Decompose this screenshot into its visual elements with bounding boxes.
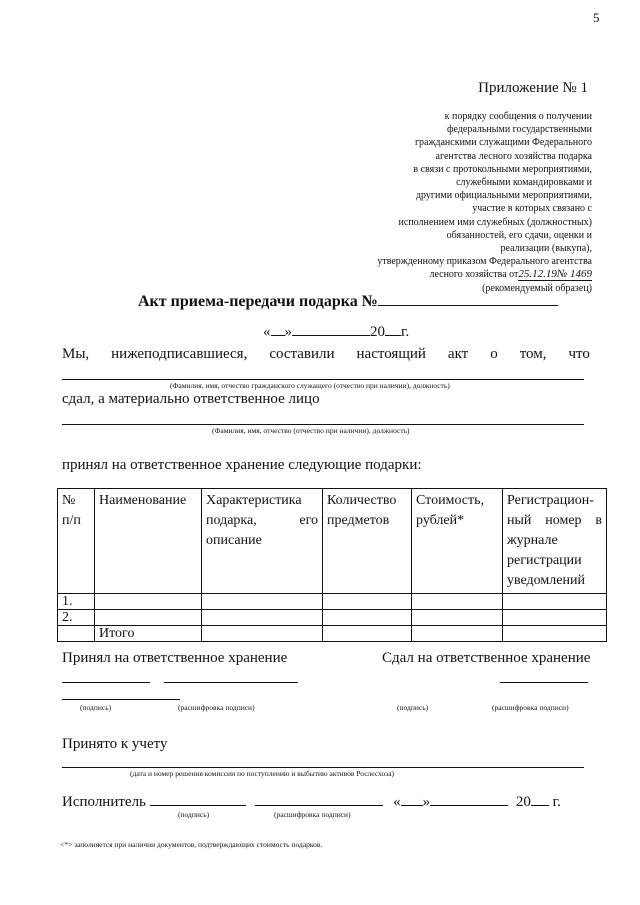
handed-decoding-blank[interactable]: [500, 682, 588, 683]
appendix-line: исполнением ими служебных (должностных): [398, 216, 592, 228]
table-cell[interactable]: [202, 610, 323, 626]
accounted-label: Принято к учету: [62, 736, 168, 752]
header-line: регистрации: [507, 553, 582, 568]
date-close-quote: »: [422, 794, 431, 810]
word: Мы,: [62, 346, 90, 362]
sample-note: (рекомендуемый образец): [482, 282, 592, 294]
header-line: Стоимость,: [416, 493, 485, 508]
header-name: [95, 489, 202, 594]
appendix-line: в связи с протокольными мероприятиями,: [413, 163, 592, 175]
word: нижеподписавшиеся,: [111, 346, 248, 362]
year-blank[interactable]: [385, 322, 401, 336]
table-cell[interactable]: [503, 594, 607, 610]
caption-signature: (подпись): [178, 810, 210, 819]
header-number: [58, 489, 95, 594]
accepted-decoding-blank[interactable]: [164, 682, 298, 683]
executor-day-blank[interactable]: [401, 792, 423, 806]
responsible-name-blank[interactable]: [62, 424, 584, 425]
act-title-text: Акт приема-передачи подарка №: [138, 293, 378, 310]
word: что: [568, 346, 590, 362]
table-cell[interactable]: [503, 626, 607, 642]
table-cell[interactable]: [412, 610, 503, 626]
header-cost: [412, 489, 503, 594]
table-row: [58, 594, 607, 610]
header-line: уведомлений: [507, 573, 585, 588]
responsible-caption: (Фамилия, имя, отчество (отчество при наличии), должность): [212, 426, 410, 435]
appendix-line: гражданскими служащими Федерального: [414, 137, 592, 149]
page-number: 5: [593, 10, 600, 25]
executor-signature-blank[interactable]: [150, 792, 246, 806]
order-date-handwritten: 25.12.19: [518, 268, 557, 281]
commission-caption: (дата и номер решения комиссии по поступлению и выбытию активов Рослесхоза): [130, 769, 395, 778]
accepted-text: принял на ответственное хранение следующие подарки:: [62, 457, 422, 473]
appendix-reference-block: [377, 110, 592, 295]
executor-month-blank[interactable]: [430, 792, 508, 806]
appendix-line: утвержденному приказом Федерального агентства: [377, 256, 592, 268]
appendix-line: обязанностей, его сдачи, оценки и: [446, 229, 592, 241]
header-line: Регистрацион-: [507, 493, 594, 508]
executor-year-blank[interactable]: [531, 792, 549, 806]
header-line: рублей*: [416, 513, 465, 528]
gifts-table: [57, 488, 607, 642]
table-cell[interactable]: [323, 610, 412, 626]
table-cell[interactable]: [202, 594, 323, 610]
accepted-signature-blank-2[interactable]: [62, 699, 180, 700]
caption-signature: (подпись): [397, 703, 429, 712]
table-cell: [58, 626, 95, 642]
header-line: №: [62, 493, 76, 508]
employee-caption: (Фамилия, имя, отчество гражданского служащего (отчество при наличии), должность): [170, 381, 450, 390]
appendix-line: другими официальными мероприятиями,: [415, 190, 592, 202]
appendix-title: Приложение № 1: [478, 80, 588, 96]
table-cell[interactable]: [503, 610, 607, 626]
appendix-line: реализации (выкупа),: [500, 243, 592, 255]
executor-year-prefix: 20: [515, 794, 531, 810]
appendix-line: участие в которых связано с: [472, 203, 592, 215]
day-blank[interactable]: [271, 322, 285, 336]
table-cell[interactable]: [202, 626, 323, 642]
appendix-line: агентства лесного хозяйства подарка: [435, 150, 592, 162]
header-line: описание: [206, 533, 262, 548]
act-title: [138, 292, 558, 311]
executor-line: [62, 792, 561, 811]
header-line: Характеристика: [206, 493, 302, 508]
header-quantity: [323, 489, 412, 594]
appendix-line: к порядку сообщения о получении: [444, 111, 592, 122]
executor-year-suffix: г.: [552, 794, 561, 810]
table-header-row: [58, 489, 607, 594]
word: составили: [269, 346, 335, 362]
caption-signature: (подпись): [80, 703, 112, 712]
table-cell: 2.: [58, 610, 95, 626]
accepted-signature-blank[interactable]: [62, 682, 150, 683]
employee-name-blank[interactable]: [62, 379, 584, 380]
caption-decoding: (расшифровка подписи): [492, 703, 569, 712]
table-cell[interactable]: [412, 594, 503, 610]
appendix-line: федеральными государственными: [447, 124, 592, 136]
table-cell[interactable]: [323, 594, 412, 610]
order-line: [377, 268, 592, 281]
table-row: [58, 610, 607, 626]
word: акт: [447, 346, 469, 362]
caption-decoding: (расшифровка подписи): [274, 810, 351, 819]
accepted-storage-label: Принял на ответственное хранение: [62, 650, 288, 666]
word: настоящий: [356, 346, 426, 362]
header-line: ный номер в: [507, 513, 602, 528]
header-line: предметов: [327, 513, 390, 528]
caption-decoding: (расшифровка подписи): [178, 703, 255, 712]
header-line: п/п: [62, 513, 81, 528]
act-number-blank[interactable]: [378, 292, 558, 306]
year-suffix: г.: [401, 324, 410, 340]
header-description: [202, 489, 323, 594]
executor-label: Исполнитель: [62, 794, 146, 810]
header-registration-number: [503, 489, 607, 594]
handed-storage-label: Сдал на ответственное хранение: [382, 650, 591, 666]
header-line: подарка, его: [206, 513, 318, 528]
order-number-handwritten: № 1469: [556, 268, 592, 281]
table-cell: 1.: [58, 594, 95, 610]
act-date-line: [263, 322, 409, 341]
table-cell: Итого: [95, 626, 202, 642]
month-blank[interactable]: [292, 322, 370, 336]
table-cell[interactable]: [95, 594, 202, 610]
footnote: <*> заполняется при наличии документов, подтверждающих стоимость подарков.: [60, 840, 323, 849]
commission-decision-blank[interactable]: [62, 767, 584, 768]
header-line: Количество: [327, 493, 397, 508]
date-open-quote: «: [263, 324, 271, 340]
we-undersigned-line: [62, 346, 590, 363]
executor-decoding-blank[interactable]: [255, 792, 383, 806]
word: том,: [519, 346, 547, 362]
order-line-prefix: лесного хозяйства от: [429, 269, 519, 281]
table-cell[interactable]: [95, 610, 202, 626]
table-cell[interactable]: [412, 626, 503, 642]
header-line: журнале: [507, 533, 558, 548]
table-cell[interactable]: [323, 626, 412, 642]
date-close-quote: »: [284, 324, 292, 340]
date-open-quote: «: [393, 794, 401, 810]
table-total-row: [58, 626, 607, 642]
word: о: [490, 346, 498, 362]
handed-over-text: сдал, а материально ответственное лицо: [62, 391, 320, 407]
header-line: Наименование: [99, 493, 187, 508]
year-prefix: 20: [370, 324, 385, 340]
appendix-line: служебными командировками и: [456, 177, 592, 189]
